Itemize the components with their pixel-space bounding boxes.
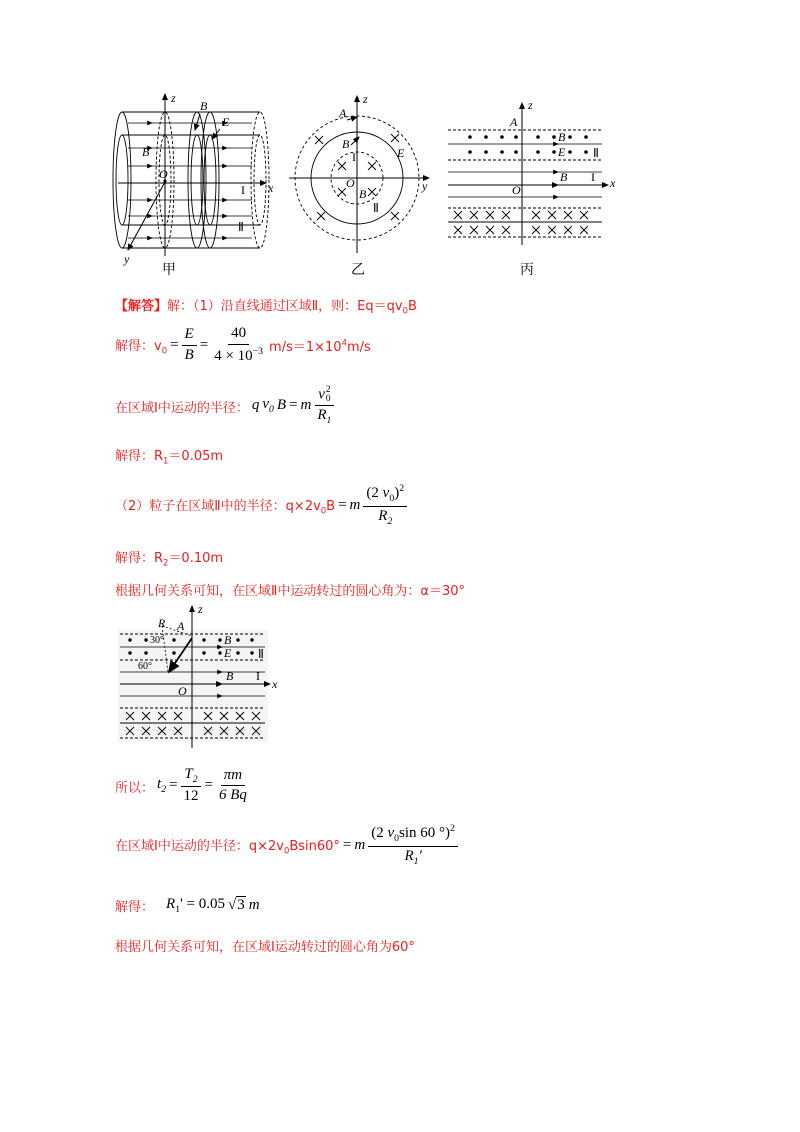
figure-yi-circle-diagram (285, 88, 435, 260)
line6-body: 解得：R (115, 550, 164, 566)
symbol-m: m (349, 496, 361, 513)
figure-bing-caption: 丙 (520, 262, 534, 278)
symbol-m: m (354, 836, 366, 853)
label-a: A (339, 106, 347, 120)
axes (448, 103, 608, 245)
superscript: 2 (450, 823, 455, 835)
open-paren: (2 (371, 825, 384, 842)
superscript: 2 (325, 384, 331, 395)
numerator: πm (221, 767, 245, 786)
label-b-mid: B (560, 170, 568, 184)
label-region-1: I (591, 170, 595, 184)
numerator (181, 766, 200, 787)
solution-line-5 (115, 483, 410, 527)
line11-text: 根据几何关系可知，在区域Ⅰ运动转过的圆心角为60° (115, 939, 415, 955)
line9-formula (343, 823, 458, 866)
prime-mark: ' (418, 847, 422, 864)
numerator: 40 (228, 325, 249, 344)
label-e: E (397, 146, 405, 160)
line4-body: 解得：R (115, 448, 164, 464)
denominator (314, 406, 334, 426)
figure-bing-layer-diagram (440, 95, 618, 250)
symbol-b: B (276, 397, 287, 414)
label-region-2: Ⅱ (238, 220, 244, 234)
solution-line-2 (115, 325, 371, 365)
label-x: x (610, 176, 616, 190)
line8-text: 所以： (115, 780, 155, 796)
solution-line-1 (115, 295, 417, 315)
solution-line-3 (115, 385, 337, 427)
field-out-of-page-dots (468, 135, 588, 154)
line9-tail: Bsin60° (289, 838, 340, 854)
line10-formula (166, 896, 260, 915)
label-b-bottom: B (359, 187, 367, 201)
figure-jia-cylinder-diagram (100, 88, 285, 268)
line9-text (115, 835, 340, 856)
symbol-r: R (166, 895, 176, 912)
unit-m: m (248, 896, 260, 913)
solution-line-4 (115, 445, 223, 465)
solution-line-6 (115, 547, 223, 567)
boundary-lines (448, 130, 602, 237)
symbol-q: q (251, 397, 260, 414)
subscript: 2 (387, 515, 393, 527)
line5-formula (338, 483, 407, 526)
figure-yi-caption: 乙 (351, 262, 365, 278)
symbol-r1-prime (166, 896, 225, 915)
symbol-m: m (300, 397, 312, 414)
symbol-t: t (157, 776, 162, 793)
figure-jia-caption: 甲 (162, 262, 176, 278)
line8-formula (157, 766, 250, 805)
solution-line-7 (115, 579, 465, 599)
y-axis (128, 180, 166, 250)
label-region-1: I (241, 183, 245, 197)
equals-sign: = (199, 336, 209, 353)
line3-text: 在区域Ⅰ中运动的半径： (115, 400, 249, 416)
equals-sign: = (170, 336, 179, 353)
label-e: E (224, 646, 232, 660)
line5-tail: B (326, 498, 336, 514)
label-e: E (222, 115, 230, 129)
subscript: 1 (413, 855, 419, 867)
line4-tail: ＝0.05m (168, 448, 224, 464)
label-z: z (198, 602, 203, 616)
label-o: O (346, 176, 355, 190)
numerator: E (182, 326, 197, 345)
fraction-2v0-squared-over-r2 (363, 483, 407, 526)
symbol-v: v (262, 396, 270, 413)
equals-sign: = (169, 777, 178, 794)
symbol-t2 (157, 776, 166, 795)
fraction-40-over-denominator (211, 325, 266, 365)
equals-sign: = (204, 777, 213, 794)
label-b-top: B (200, 99, 208, 113)
symbol-v0 (262, 396, 274, 415)
label-y: y (422, 179, 428, 193)
result-exponent: 4 (341, 337, 347, 348)
subscript: 2 (192, 774, 198, 786)
subscript: 0 (325, 393, 331, 404)
line5-sub: 0 (320, 505, 327, 516)
line5-body: （2）粒子在区域Ⅱ中的半径：q×2v (115, 498, 321, 514)
line6-sub: 2 (163, 557, 169, 568)
label-region-2: Ⅱ (373, 201, 379, 215)
symbol-r: R (317, 407, 327, 424)
numerator (363, 483, 407, 506)
label-a: A (510, 115, 518, 129)
label-e: E (558, 145, 566, 159)
fraction-v0-squared-over-r1 (314, 386, 334, 427)
label-a: A (177, 619, 185, 633)
result-unit: m/s (346, 339, 371, 355)
denominator: B (184, 346, 194, 363)
line3-formula (252, 386, 335, 427)
denominator-base: 4 × 10 (214, 347, 253, 364)
solution-line-9 (115, 823, 461, 867)
subscript: 0 (389, 493, 395, 505)
symbol-r: R (378, 507, 388, 524)
label-region-1: I (352, 150, 356, 164)
denominator (211, 345, 266, 365)
label-y: y (124, 252, 130, 266)
label-region-2: Ⅱ (593, 146, 599, 160)
label-b-top: B (558, 130, 566, 144)
sup-sub-stack (326, 386, 331, 405)
line4-text (115, 445, 223, 466)
line7-text: 根据几何关系可知，在区域Ⅱ中运动转过的圆心角为：α＝30° (115, 583, 466, 599)
solution-line-10 (115, 890, 263, 920)
label-angle-30: 30° (150, 635, 164, 646)
sqrt-argument: 3 (237, 896, 245, 913)
label-z: z (363, 92, 368, 106)
label-b-top: B (224, 633, 232, 647)
denominator (375, 507, 395, 527)
subscript: 0 (269, 404, 274, 416)
equals-sign: = (342, 836, 352, 853)
symbol-t-period: T (184, 766, 193, 783)
axes (289, 96, 429, 253)
denominator (401, 847, 424, 867)
line2-sub: 0 (161, 345, 168, 356)
subscript: 1 (326, 415, 332, 427)
label-o: O (512, 183, 521, 197)
line2-formula (170, 325, 266, 365)
line6-text (115, 547, 223, 568)
label-b-top: B (342, 137, 350, 151)
close-paren: ) (394, 485, 400, 502)
label-z: z (171, 91, 176, 105)
solution-line-11 (115, 935, 415, 955)
line1-body: 解：（1）沿直线通过区域Ⅱ，则：Eq＝qv (167, 298, 403, 314)
cylinder-outlines (113, 112, 269, 248)
equals-sign: = (289, 397, 298, 414)
line6-tail: ＝0.10m (168, 550, 224, 566)
square-root (228, 897, 246, 914)
open-paren: (2 (366, 485, 379, 502)
trajectory-diagram (112, 600, 282, 750)
label-b-mid: B (226, 669, 234, 683)
label-x: x (268, 181, 274, 195)
exponent: −3 (252, 345, 264, 357)
symbol-v: v (387, 825, 395, 842)
fraction-e-over-b (182, 326, 197, 364)
label-b-left: B (142, 145, 150, 159)
subscript: 2 (161, 784, 167, 796)
superscript: 2 (399, 483, 405, 495)
line2-prefix (115, 335, 167, 356)
fraction-t2-over-12 (181, 766, 202, 805)
sqrt-icon: √ (227, 896, 237, 913)
label-region-2: Ⅱ (258, 647, 264, 661)
label-r: R (158, 616, 166, 630)
subscript: 0 (394, 833, 400, 845)
line10-text: 解得： (115, 899, 155, 915)
denominator: 6 Bq (219, 787, 247, 804)
label-x: x (272, 677, 278, 691)
label-region-1: I (256, 669, 260, 683)
solution-line-8 (115, 764, 253, 808)
line4-sub: 1 (163, 455, 169, 466)
line5-text (115, 495, 335, 516)
line2-prefix-text: 解得：v (115, 338, 162, 354)
fraction-pi-m-over-6bq (216, 767, 250, 805)
label-o: O (159, 167, 168, 181)
line9-sub: 0 (283, 845, 290, 856)
prime-equals-value: ' = 0.05 (180, 895, 225, 912)
line1-text (115, 295, 417, 316)
label-o: O (178, 684, 187, 698)
numerator (315, 386, 333, 407)
result-text: m/s＝1×10 (269, 339, 342, 355)
line1-tail: B (407, 298, 417, 314)
line9-body: 在区域Ⅰ中运动的半径：q×2v (115, 838, 284, 854)
answer-tag: 【解答】 (115, 298, 168, 314)
equals-sign: = (338, 496, 347, 513)
denominator: 12 (183, 788, 199, 805)
label-angle-60: 60° (138, 661, 152, 672)
sin-term: sin 60 °) (399, 825, 451, 842)
numerator (368, 823, 458, 846)
symbol-v: v (382, 485, 390, 502)
fraction-velocity-squared-over-r1-prime (368, 823, 458, 866)
line1-sub: 0 (402, 305, 408, 316)
symbol-r: R (404, 847, 414, 864)
field-into-page-marks (454, 211, 588, 234)
label-z: z (528, 98, 533, 112)
subscript: 1 (175, 903, 181, 915)
symbol-v: v (318, 386, 325, 403)
line2-result (269, 336, 371, 355)
